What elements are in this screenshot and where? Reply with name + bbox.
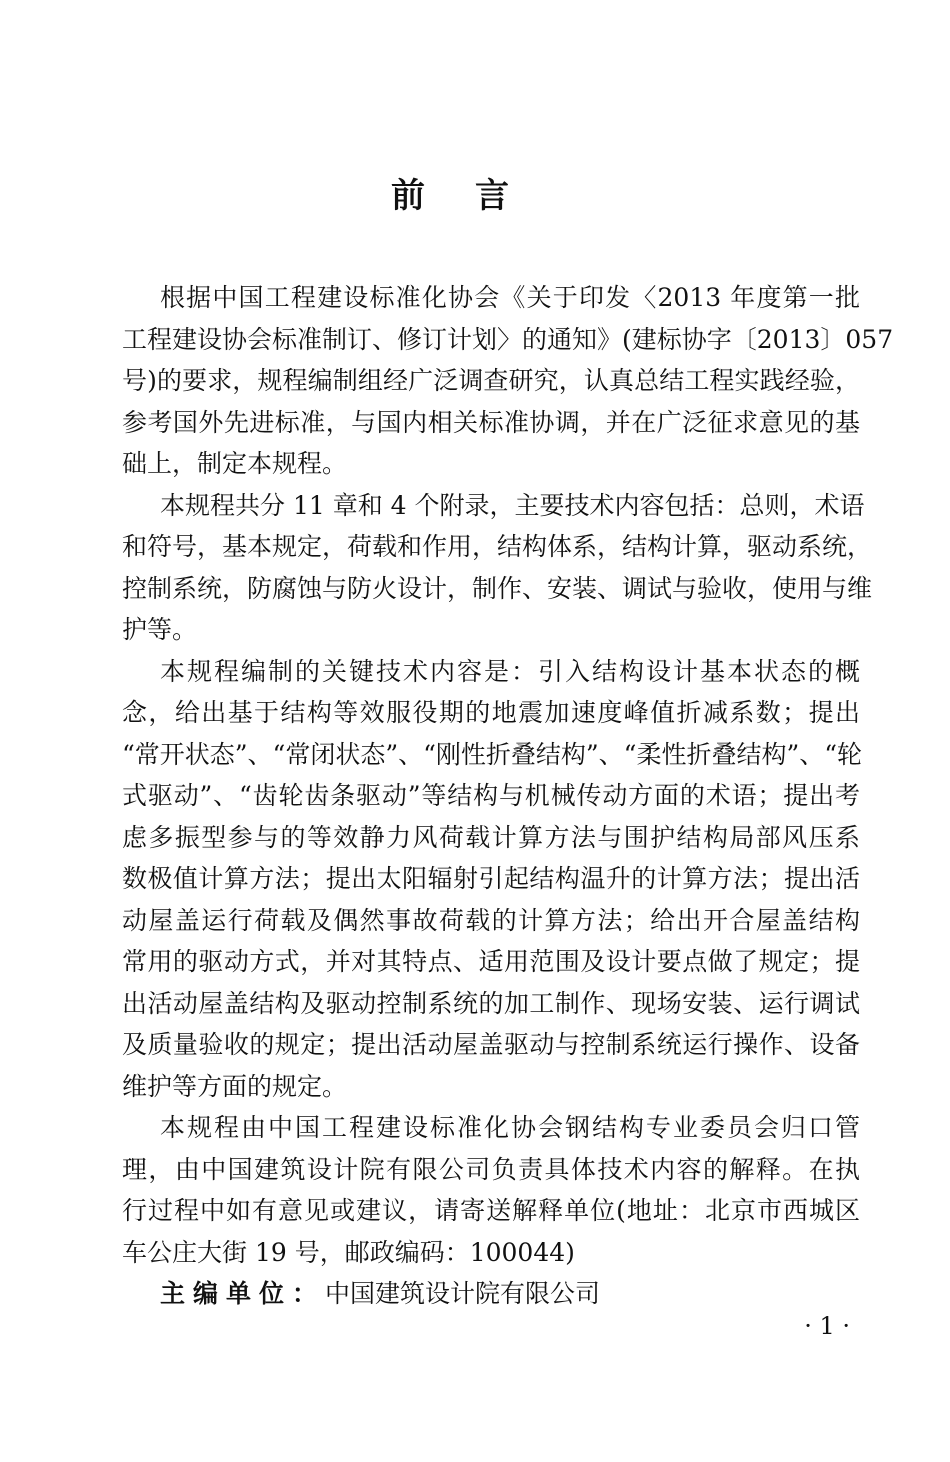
- paragraph: [122, 485, 873, 651]
- chief-editor-label: 主编单位：: [160, 1279, 326, 1308]
- page-title: 前言: [391, 176, 559, 216]
- text-line: 车公庄大街 19 号，邮政编码：100044): [122, 1237, 575, 1267]
- text-line: 本规程共分 11 章和 4 个附录，主要技术内容包括：总则，术语: [160, 490, 865, 520]
- paragraph: [122, 1107, 860, 1273]
- text-line: 础上，制定本规程。: [122, 449, 348, 478]
- text-line: 和符号，基本规定，荷载和作用，结构体系，结构计算，驱动系统，: [122, 532, 873, 561]
- paragraph: [122, 651, 863, 1108]
- text-line: 行过程中如有意见或建议，请寄送解释单位(地址：北京市西城区: [122, 1196, 860, 1225]
- text-line: “常开状态”、“常闭状态”、“刚性折叠结构”、“柔性折叠结构”、“轮: [122, 739, 863, 769]
- text-line: 根据中国工程建设标准化协会《关于印发〈2013 年度第一批: [160, 283, 860, 312]
- text-line: 工程建设协会标准制订、修订计划〉的通知》(建标协字〔2013〕057: [122, 324, 894, 354]
- text-line: 本规程由中国工程建设标准化协会钢结构专业委员会归口管: [160, 1113, 860, 1142]
- text-line: 出活动屋盖结构及驱动控制系统的加工制作、现场安装、运行调试: [122, 988, 860, 1018]
- text-line: 护等。: [122, 615, 198, 644]
- text-line: 号)的要求，规程编制组经广泛调查研究，认真总结工程实践经验，: [122, 366, 860, 395]
- chief-editor-line: [122, 1273, 860, 1315]
- text-line: 式驱动”、“齿轮齿条驱动”等结构与机械传动方面的术语；提出考: [122, 781, 860, 810]
- text-line: 常用的驱动方式，并对其特点、适用范围及设计要点做了规定；提: [122, 947, 860, 976]
- text-line: 虑多振型参与的等效静力风荷载计算方法与围护结构局部风压系: [122, 822, 860, 852]
- text-line: 参考国外先进标准，与国内相关标准协调，并在广泛征求意见的基: [122, 407, 860, 437]
- text-line: 动屋盖运行荷载及偶然事故荷载的计算方法；给出开合屋盖结构: [122, 905, 860, 935]
- preface-body: [122, 277, 894, 1315]
- text-line: 念，给出基于结构等效服役期的地震加速度峰值折减系数；提出: [122, 698, 860, 727]
- page-number: · 1 ·: [804, 1312, 850, 1340]
- text-line: 控制系统，防腐蚀与防火设计，制作、安装、调试与验收，使用与维: [122, 573, 873, 603]
- paragraph: [122, 277, 894, 485]
- text-line: 理，由中国建筑设计院有限公司负责具体技术内容的解释。在执: [122, 1154, 860, 1184]
- chief-editor-value: 中国建筑设计院有限公司: [325, 1279, 601, 1308]
- text-line: 及质量验收的规定；提出活动屋盖驱动与控制系统运行操作、设备: [122, 1030, 860, 1059]
- text-line: 本规程编制的关键技术内容是：引入结构设计基本状态的概: [160, 656, 860, 686]
- text-line: 数极值计算方法；提出太阳辐射引起结构温升的计算方法；提出活: [122, 864, 860, 893]
- text-line: 维护等方面的规定。: [122, 1071, 348, 1101]
